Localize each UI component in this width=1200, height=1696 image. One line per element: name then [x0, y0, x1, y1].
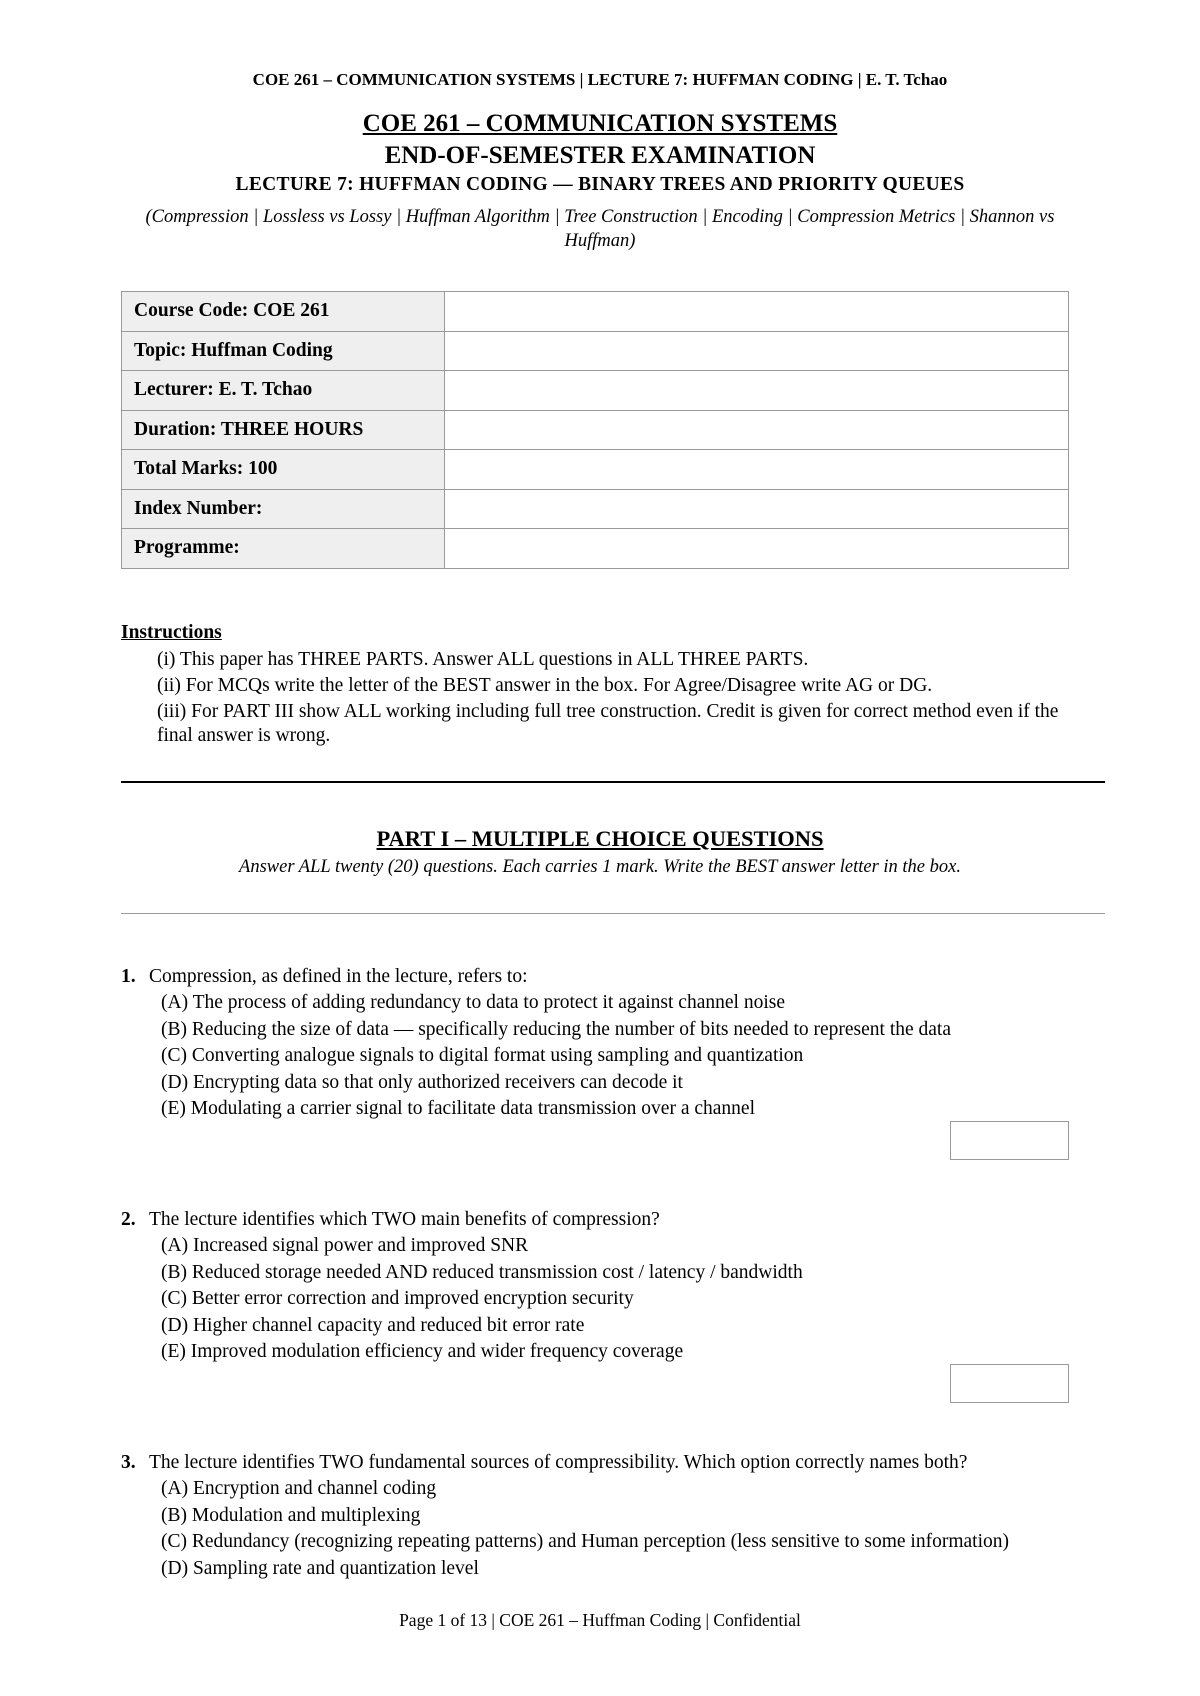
question-text: The lecture identifies which TWO main benefits of compression? [149, 1209, 660, 1230]
info-value-field[interactable] [445, 371, 1069, 411]
info-value-field[interactable] [445, 410, 1069, 450]
option-b: (B) Modulation and multiplexing [161, 1504, 421, 1526]
option-d: (D) Higher channel capacity and reduced bit error rate [161, 1314, 585, 1336]
info-row-programme [122, 529, 1069, 569]
question-stem [121, 1206, 1101, 1233]
topics-subtitle: (Compression | Lossless vs Lossy | Huffman Algorithm | Tree Construction | Encoding | Compression Metrics | Shannon vs Huffman) [145, 207, 1055, 251]
info-label: Programme: [122, 529, 445, 569]
info-row-lecturer [122, 371, 1069, 411]
info-value-field[interactable] [445, 450, 1069, 490]
info-label: Total Marks: 100 [122, 450, 445, 490]
answer-box-1[interactable] [950, 1121, 1069, 1160]
part-instructions: Answer ALL twenty (20) questions. Each carries 1 mark. Write the BEST answer letter in the box. [239, 857, 961, 877]
course-title: COE 261 – COMMUNICATION SYSTEMS [362, 110, 838, 137]
part-title: PART I – MULTIPLE CHOICE QUESTIONS [376, 826, 824, 851]
info-label: Index Number: [122, 489, 445, 529]
info-row-course-code [122, 292, 1069, 332]
running-header: COE 261 – COMMUNICATION SYSTEMS | LECTURE 7: HUFFMAN CODING | E. T. Tchao [252, 70, 948, 89]
info-label: Duration: THREE HOURS [122, 410, 445, 450]
part-divider [121, 913, 1105, 914]
page-footer: Page 1 of 13 | COE 261 – Huffman Coding | Confidential [399, 1610, 801, 1630]
question-text: The lecture identifies TWO fundamental sources of compressibility. Which option correctly names both? [149, 1452, 968, 1473]
exam-info-table [121, 291, 1069, 569]
question-1 [121, 963, 1101, 1123]
instructions-heading: Instructions [121, 622, 222, 643]
option-b: (B) Reducing the size of data — specifically reducing the number of bits needed to represent the data [161, 1018, 952, 1040]
option-e: (E) Modulating a carrier signal to facilitate data transmission over a channel [161, 1098, 755, 1119]
info-row-duration [122, 410, 1069, 450]
option-a: (A) Increased signal power and improved SNR [161, 1235, 529, 1256]
question-number: 1. [121, 966, 136, 987]
option-c: (C) Better error correction and improved encryption security [161, 1288, 634, 1309]
option-d: (D) Encrypting data so that only authorized receivers can decode it [161, 1071, 683, 1093]
answer-box-2[interactable] [950, 1364, 1069, 1403]
info-row-index-number [122, 489, 1069, 529]
info-label: Course Code: COE 261 [122, 292, 445, 332]
option-e: (E) Improved modulation efficiency and wider frequency coverage [161, 1341, 684, 1362]
index-number-field[interactable] [445, 489, 1069, 529]
info-row-total-marks [122, 450, 1069, 490]
option-c: (C) Redundancy (recognizing repeating patterns) and Human perception (less sensitive to some information) [161, 1531, 1009, 1552]
instruction-item: (iii) For PART III show ALL working including full tree construction. Credit is given for correct method even if the final answer is wrong. [157, 701, 1059, 746]
instruction-item: (i) This paper has THREE PARTS. Answer ALL questions in ALL THREE PARTS. [157, 649, 809, 670]
question-text: Compression, as defined in the lecture, refers to: [149, 966, 528, 987]
info-label: Lecturer: E. T. Tchao [122, 371, 445, 411]
section-divider [121, 781, 1105, 783]
info-value-field[interactable] [445, 292, 1069, 332]
question-number: 3. [121, 1452, 136, 1473]
option-a: (A) Encryption and channel coding [161, 1478, 437, 1499]
exam-title: END-OF-SEMESTER EXAMINATION [384, 142, 816, 169]
question-3 [121, 1449, 1101, 1582]
question-2 [121, 1206, 1101, 1366]
programme-field[interactable] [445, 529, 1069, 569]
option-c: (C) Converting analogue signals to digital format using sampling and quantization [161, 1045, 804, 1066]
question-stem [121, 1449, 1101, 1476]
info-row-topic [122, 331, 1069, 371]
question-number: 2. [121, 1209, 136, 1230]
option-d: (D) Sampling rate and quantization level [161, 1557, 479, 1579]
lecture-title: LECTURE 7: HUFFMAN CODING — BINARY TREES AND PRIORITY QUEUES [235, 174, 965, 195]
option-b: (B) Reduced storage needed AND reduced transmission cost / latency / bandwidth [161, 1261, 803, 1283]
option-a: (A) The process of adding redundancy to data to protect it against channel noise [161, 992, 785, 1013]
info-value-field[interactable] [445, 331, 1069, 371]
info-label: Topic: Huffman Coding [122, 331, 445, 371]
instruction-item: (ii) For MCQs write the letter of the BEST answer in the box. For Agree/Disagree write AG or DG. [157, 675, 933, 696]
question-stem [121, 963, 1101, 990]
